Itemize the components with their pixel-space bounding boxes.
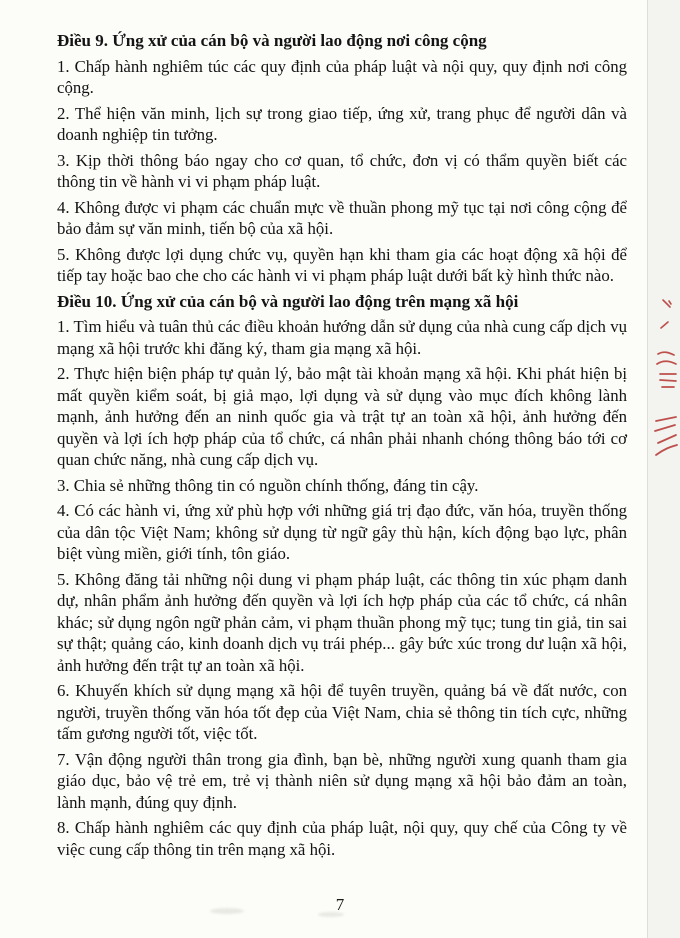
article-9-clause-3: 3. Kịp thời thông báo ngay cho cơ quan, tổ chức, đơn vị có thẩm quyền biết các thông tin về hành vi vi phạm pháp luật. [57,150,627,191]
article-10-clause-5: 5. Không đăng tải những nội dung vi phạm pháp luật, các thông tin xúc phạm danh dự, nhân phẩm ảnh hưởng đến quyền và lợi ích hợp pháp của các tổ chức, cá nhân khác; sử dụng ngôn ngữ phản cảm, vi phạm thuần phong mỹ tục; tung tin giả, tin sai sự thật; quảng cáo, kinh doanh dịch vụ trái phép... gây bức xúc trong dư luận xã hội, ảnh hưởng đến trật tự an toàn xã hội. [57,569,627,675]
article-10-clause-6: 6. Khuyến khích sử dụng mạng xã hội để tuyên truyền, quảng bá về đất nước, con người, truyền thống văn hóa tốt đẹp của Việt Nam, chia sẻ thông tin tích cực, những tấm gương người tốt, việc tốt. [57,681,627,743]
article-10-clause-2: 2. Thực hiện biện pháp tự quản lý, bảo mật tài khoản mạng xã hội. Khi phát hiện bị mất quyền kiểm soát, bị giả mạo, lợi dụng và sử dụng vào mục đích không lành mạnh, ảnh hưởng đến an ninh quốc gia và trật tự an toàn xã hội, ảnh hưởng đến quyền và lợi ích hợp pháp của tổ chức, cá nhân phải nhanh chóng thông báo tới cơ quan chức năng, nhà cung cấp dịch vụ. [57,364,627,469]
article-10-clause-4: 4. Có các hành vi, ứng xử phù hợp với những giá trị đạo đức, văn hóa, truyền thống của dân tộc Việt Nam; không sử dụng từ ngữ gây thù hận, kích động bạo lực, phân biệt vùng miền, giới tính, tôn giáo. [57,501,627,563]
page-number: 7 [335,895,345,914]
article-9-clause-4: 4. Không được vi phạm các chuẩn mực về thuần phong mỹ tục tại nơi công cộng để bảo đảm sự văn minh, tiến bộ của xã hội. [57,197,627,238]
scan-edge-strip [648,0,680,938]
article-9-clause-1: 1. Chấp hành nghiêm túc các quy định của pháp luật và nội quy, quy định nơi công cộng. [57,56,627,97]
article-10-clause-1: 1. Tìm hiểu và tuân thủ các điều khoản hướng dẫn sử dụng của nhà cung cấp dịch vụ mạng xã hội trước khi đăng ký, tham gia mạng xã hội. [57,317,627,358]
document-body [57,30,627,864]
article-9-clause-2: 2. Thể hiện văn minh, lịch sự trong giao tiếp, ứng xử, trang phục để người dân và doanh nghiệp tin tưởng. [57,103,627,144]
article-10-heading: Điều 10. Ứng xử của cán bộ và người lao động trên mạng xã hội [57,291,519,311]
article-10-clause-3: 3. Chia sẻ những thông tin có nguồn chính thống, đáng tin cậy. [57,475,479,495]
article-10-clause-7: 7. Vận động người thân trong gia đình, bạn bè, những người xung quanh tham gia giáo dục, bảo vệ trẻ em, trẻ vị thành niên sử dụng mạng xã hội bảo đảm an toàn, lành mạnh, đúng quy định. [57,749,627,812]
section-article-9 [57,30,627,287]
section-article-10 [57,291,627,861]
scan-edge-line [647,0,648,938]
article-10-clause-8: 8. Chấp hành nghiêm các quy định của pháp luật, nội quy, quy chế của Công ty về việc cung cấp thông tin trên mạng xã hội. [57,818,627,859]
article-9-heading: Điều 9. Ứng xử của cán bộ và người lao động nơi công cộng [57,31,487,50]
article-9-clause-5: 5. Không được lợi dụng chức vụ, quyền hạn khi tham gia các hoạt động xã hội để tiếp tay hoặc bao che cho các hành vi vi phạm pháp luật dưới bất kỳ hình thức nào. [57,244,627,285]
